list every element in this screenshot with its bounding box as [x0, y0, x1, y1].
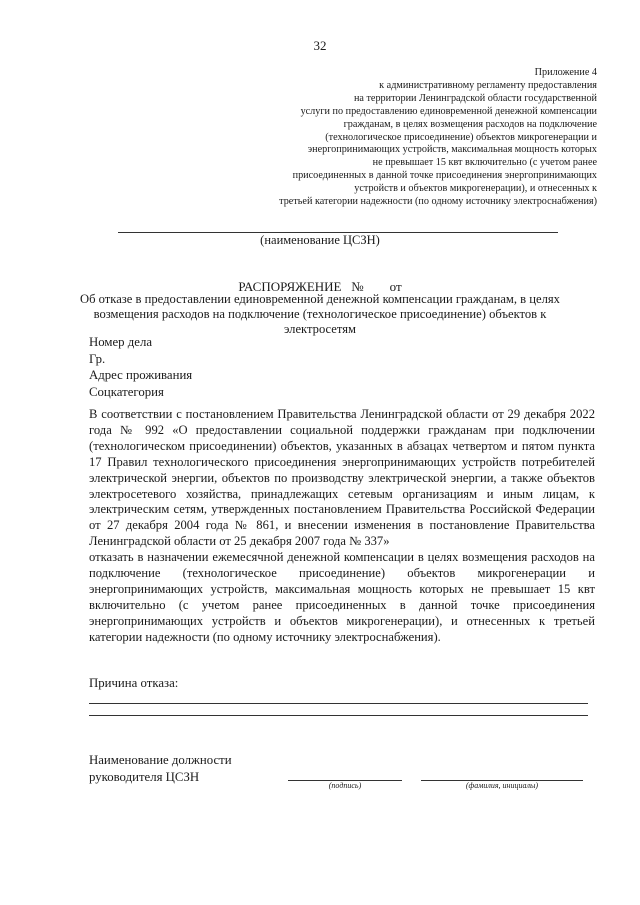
- field-case-number: Номер дела: [89, 335, 153, 349]
- appendix-line: на территории Ленинградской области государственной: [353, 92, 597, 104]
- page-number: 32: [313, 38, 327, 53]
- position-label-line: руководителя ЦСЗН: [89, 769, 200, 784]
- signature-caption: (подпись): [328, 781, 362, 790]
- refusal-reason-line: [89, 703, 588, 704]
- field-address: Адрес проживания: [89, 368, 193, 382]
- appendix-line: энергопринимающих устройств, максимальная мощность которых: [307, 144, 597, 156]
- appendix-line: присоединенных в данной точке присоединения энергопринимающих: [292, 170, 597, 182]
- case-fields: [89, 334, 192, 400]
- name-caption: (фамилия, инициалы): [465, 781, 539, 790]
- appendix-line: Приложение 4: [534, 67, 597, 78]
- appendix-line: не превышает 15 квт включительно (с учетом ранее: [372, 157, 597, 169]
- appendix-line: гражданам, в целях возмещения расходов на подключение: [343, 118, 597, 130]
- order-subject: Об отказе в предоставлении единовременной денежной компенсации гражданам, в целях возмещения расходов на подключение (технологическое присоединение) объектов к электросетям: [80, 292, 560, 336]
- refusal-reason-label: Причина отказа:: [89, 676, 179, 690]
- position-label-line: Наименование должности: [89, 753, 232, 767]
- head-position-label: [89, 752, 232, 785]
- appendix-line: услуги по предоставлению единовременной денежной компенсации: [300, 105, 597, 117]
- appendix-line: устройств и объектов микрогенерации), и отнесенных к: [354, 183, 597, 195]
- appendix-header: [237, 67, 597, 209]
- decision-paragraph: отказать в назначении ежемесячной денежной компенсации в целях возмещения расходов на подключение (технологическое присоединение) объектов микрогенерации и энергопринимающих устройств, максимальная мощность которых не превышает 15 квт включительно (с учетом ранее присоединенных в данной точке присоединения энергопринимающих устройств и объектов микрогенерации), и отнесенных к третьей категории надежности (по одному источнику электроснабжения).: [89, 550, 595, 644]
- appendix-line: (технологическое присоединение) объектов микрогенерации и: [325, 131, 597, 143]
- field-social-category: Соцкатегория: [89, 384, 164, 399]
- org-name-caption: (наименование ЦСЗН): [260, 233, 380, 247]
- appendix-line: третьей категории надежности (по одному источнику электроснабжения): [279, 196, 597, 208]
- refusal-reason-line: [89, 715, 588, 716]
- legal-basis-paragraph: В соответствии с постановлением Правительства Ленинградской области от 29 декабря 2022 года № 992 «О предоставлении социальной поддержки гражданам при подключении (технологическом присоединении) объектов, указанных в абзацах четвертом и пятом пункта 17 Правил технологического присоединения энергопринимающих устройств потребителей электрической энергии, объектов по производству электрической энергии, а также объектов электросетевого хозяйства, принадлежащих сетевым организациям и иным лицам, к электрическим сетям, утвержденных постановлением Правительства Российской Федерации от 27 декабря 2004 года № 861, и внесении изменения в постановление Правительства Ленинградской области от 25 декабря 2007 года № 337»: [89, 407, 595, 549]
- appendix-line: к административному регламенту предоставления: [379, 79, 597, 91]
- order-title: РАСПОРЯЖЕНИЕ № от: [238, 279, 402, 294]
- field-citizen: Гр.: [89, 351, 106, 366]
